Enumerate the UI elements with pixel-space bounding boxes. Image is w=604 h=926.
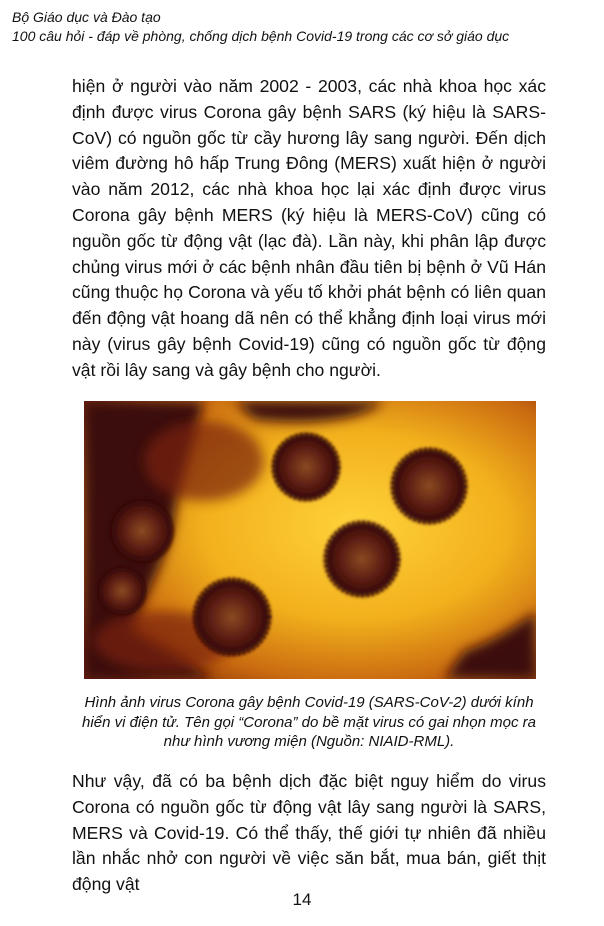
virus-micrograph-image: [84, 401, 536, 679]
header-document-title: 100 câu hỏi - đáp về phòng, chống dịch bệnh Covid-19 trong các cơ sở giáo dục: [12, 28, 510, 44]
page-header: [12, 8, 592, 46]
page-number: 14: [292, 890, 312, 909]
figure-caption: Hình ảnh virus Corona gây bệnh Covid-19 (SARS-CoV-2) dưới kính hiển vi điện tử. Tên gọi “Corona” do bề mặt virus có gai nhọn mọc ra như hình vương miện (Nguồn: NIAID-RML).: [82, 694, 536, 750]
header-publisher: Bộ Giáo dục và Đào tạo: [12, 9, 161, 25]
body-paragraph-2: Như vậy, đã có ba bệnh dịch đặc biệt nguy hiểm do virus Corona có nguồn gốc từ động vật lây sang người là SARS, MERS và Covid-19. Có thể thấy, thế giới tự nhiên đã nhiều lần nhắc nhở con người về việc săn bắt, mua bán, giết thịt động vật: [72, 771, 546, 895]
body-paragraph-1: hiện ở người vào năm 2002 - 2003, các nhà khoa học xác định được virus Corona gây bệnh SARS (ký hiệu là SARS-CoV) có nguồn gốc từ cầy hương lây sang người. Đến dịch viêm đường hô hấp Trung Đông (MERS) xuất hiện ở người vào năm 2012, các nhà khoa học lại xác định được virus Corona gây bệnh MERS (ký hiệu là MERS-CoV) cũng có nguồn gốc từ động vật (lạc đà). Lần này, khi phân lập được chủng virus mới ở các bệnh nhân đầu tiên bị bệnh ở Vũ Hán cũng thuộc họ Corona và yếu tố khởi phát bệnh có liên quan đến động vật hoang dã nên có thể khẳng định loại virus mới này (virus gây bệnh Covid-19) cũng có nguồn gốc từ động vật rồi lây sang và gây bệnh cho người.: [72, 76, 546, 380]
